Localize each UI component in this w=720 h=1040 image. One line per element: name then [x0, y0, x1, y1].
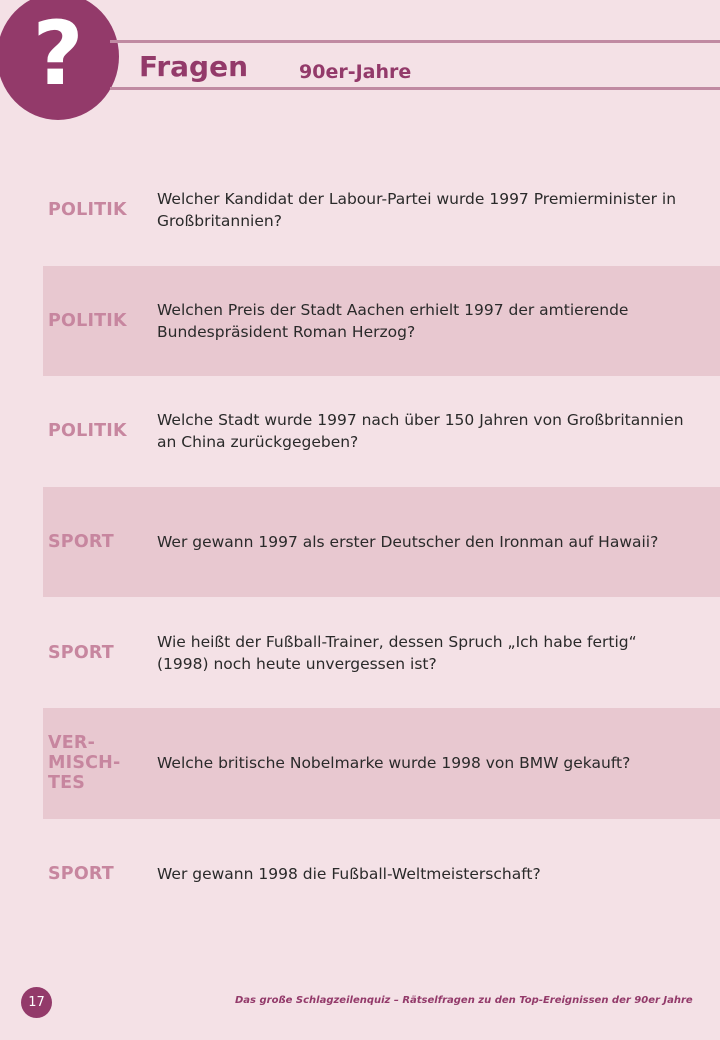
question-list — [43, 155, 720, 929]
question-text: Welchen Preis der Stadt Aachen erhielt 1997 der amtierende Bundespräsident Roman Herzog? — [157, 300, 629, 341]
question-row-6 — [43, 708, 720, 819]
question-row-3 — [43, 376, 720, 487]
question-row-7 — [43, 819, 720, 930]
page-title: Fragen — [139, 50, 249, 83]
page-subtitle: 90er-Jahre — [299, 61, 412, 83]
question-text: Wie heißt der Fußball-Trainer, dessen Spruch „Ich habe fertig“ (1998) noch heute unvergessen ist? — [157, 632, 637, 673]
footer-text: Das große Schlagzeilenquiz – Rätselfragen zu den Top-Ereignissen der 90er Jahre — [235, 995, 693, 1006]
question-category: SPORT — [48, 642, 114, 663]
question-text: Welche britische Nobelmarke wurde 1998 von BMW gekauft? — [157, 754, 631, 773]
question-category: SPORT — [48, 532, 114, 553]
question-category: POLITIK — [48, 310, 127, 331]
question-row-1 — [43, 155, 720, 266]
question-mark-symbol: ? — [32, 1, 84, 105]
page-number-badge: 17 — [21, 987, 52, 1018]
header-rule-bottom — [110, 87, 720, 90]
question-mark-icon — [0, 0, 119, 120]
question-row-2 — [43, 266, 720, 377]
question-category: POLITIK — [48, 421, 127, 442]
question-category: POLITIK — [48, 200, 127, 221]
question-category: VER- MISCH- TES — [48, 733, 121, 794]
question-text: Welche Stadt wurde 1997 nach über 150 Jahren von Großbritannien an China zurückgegeben? — [157, 411, 684, 452]
question-text: Wer gewann 1998 die Fußball-Weltmeisterschaft? — [157, 864, 541, 883]
header-rule-top — [110, 40, 720, 43]
question-row-4 — [43, 487, 720, 598]
question-row-5 — [43, 597, 720, 708]
question-text: Wer gewann 1997 als erster Deutscher den Ironman auf Hawaii? — [157, 533, 659, 552]
question-category: SPORT — [48, 863, 114, 884]
question-text: Welcher Kandidat der Labour-Partei wurde 1997 Premierminister in Großbritannien? — [157, 190, 677, 231]
